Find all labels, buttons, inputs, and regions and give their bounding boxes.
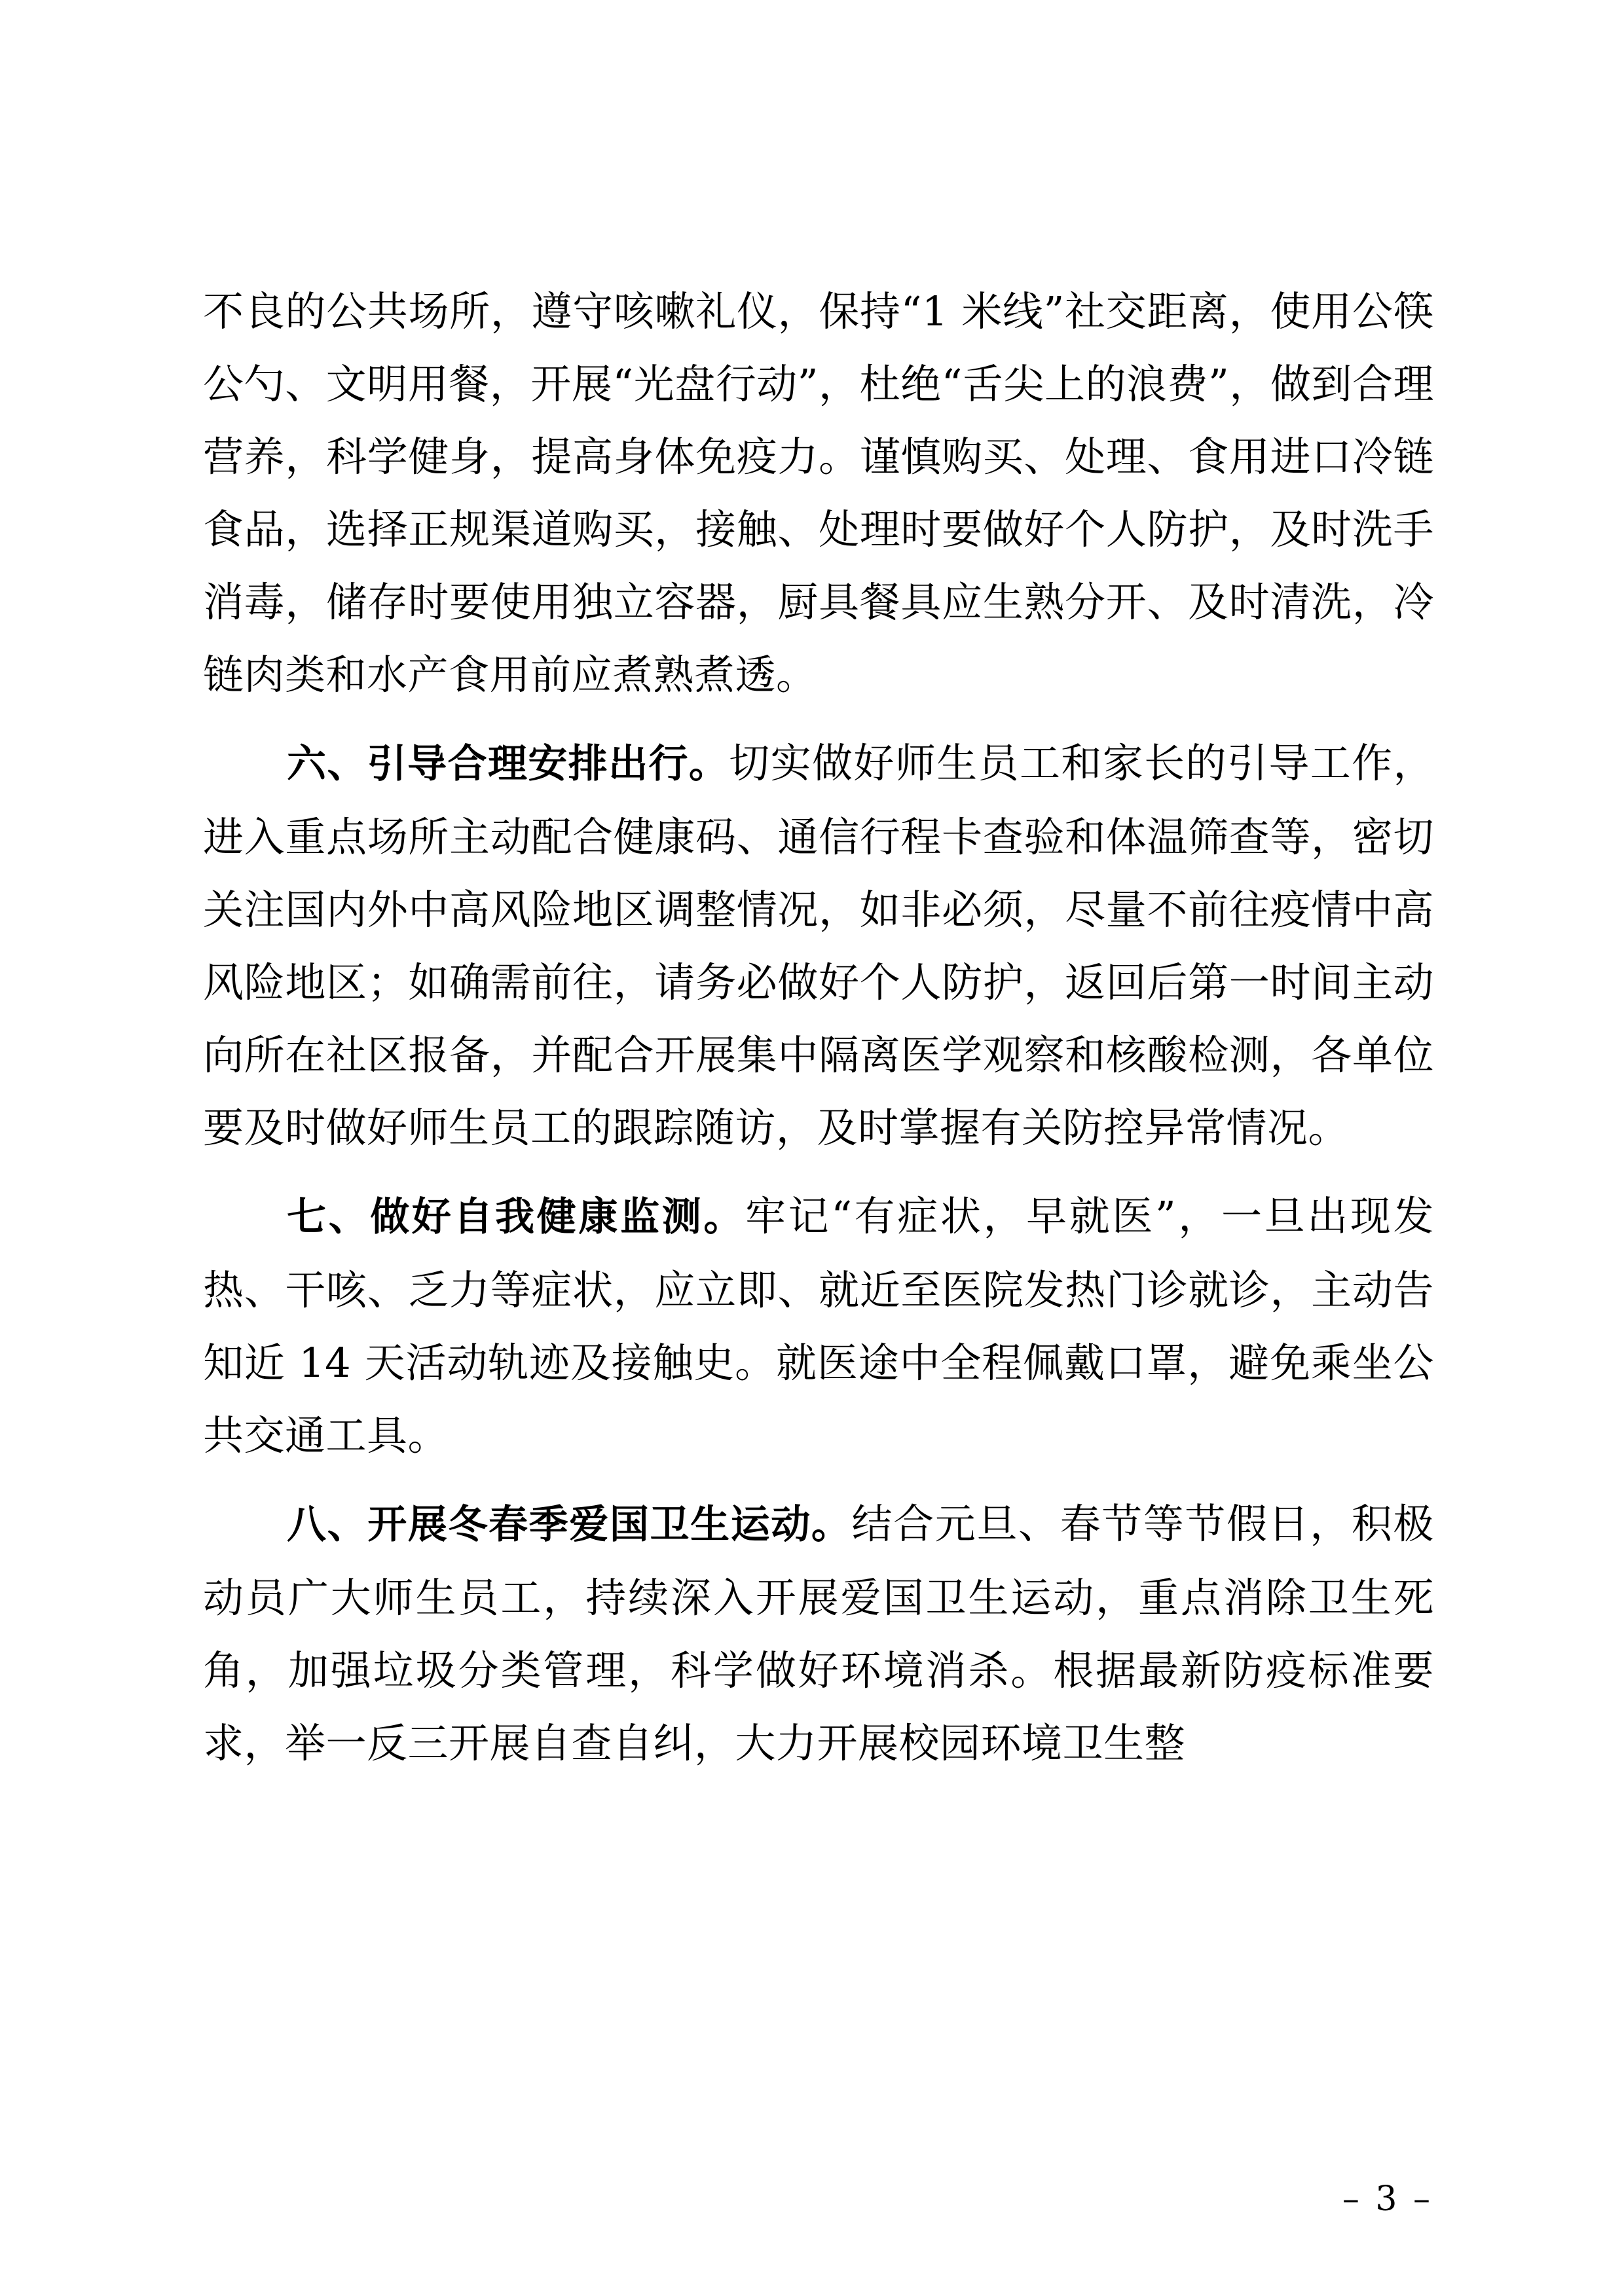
paragraph-3: [203, 1180, 1434, 1472]
paragraph-3-text: 牢记“有症状，早就医”，一旦出现发热、干咳、乏力等症状，应立即、就近至医院发热门诊就诊，主动告知近 14 天活动轨迹及接触史。就医途中全程佩戴口罩，避免乘坐公共交通工具。: [203, 1192, 1434, 1459]
paragraph-4: [203, 1487, 1434, 1779]
paragraph-2-heading: 六、引导合理安排出行。: [287, 741, 729, 787]
paragraph-1-text: 不良的公共场所，遵守咳嗽礼仪，保持“1 米线”社交距离，使用公筷公勺、文明用餐，开展“光盘行动”，杜绝“舌尖上的浪费”，做到合理营养，科学健身，提高身体免疫力。谨慎购买、处理、食用进口冷链食品，选择正规渠道购买，接触、处理时要做好个人防护，及时洗手消毒，储存时要使用独立容器，厨具餐具应生熟分开、及时清洗，冷链肉类和水产食用前应煮熟煮透。: [203, 287, 1434, 699]
paragraph-2-text: 切实做好师生员工和家长的引导工作，进入重点场所主动配合健康码、通信行程卡查验和体温筛查等，密切关注国内外中高风险地区调整情况，如非必须，尽量不前往疫情中高风险地区；如确需前往，请务必做好个人防护，返回后第一时间主动向所在社区报备，并配合开展集中隔离医学观察和核酸检测，各单位要及时做好师生员工的跟踪随访，及时掌握有关防控异常情况。: [203, 739, 1434, 1152]
paragraph-1: [203, 275, 1434, 711]
document-body: [203, 275, 1434, 1783]
page-number: – 3 –: [1342, 2179, 1433, 2219]
paragraph-2: [203, 727, 1434, 1164]
paragraph-4-heading: 八、开展冬春季爱国卫生运动。: [287, 1502, 852, 1548]
paragraph-3-heading: 七、做好自我健康监测。: [287, 1194, 745, 1240]
paragraph-4-text: 结合元旦、春节等节假日，积极动员广大师生员工，持续深入开展爱国卫生运动，重点消除卫生死角，加强垃圾分类管理，科学做好环境消杀。根据最新防疫标准要求，举一反三开展自查自纠，大力开展校园环境卫生整: [203, 1500, 1434, 1767]
